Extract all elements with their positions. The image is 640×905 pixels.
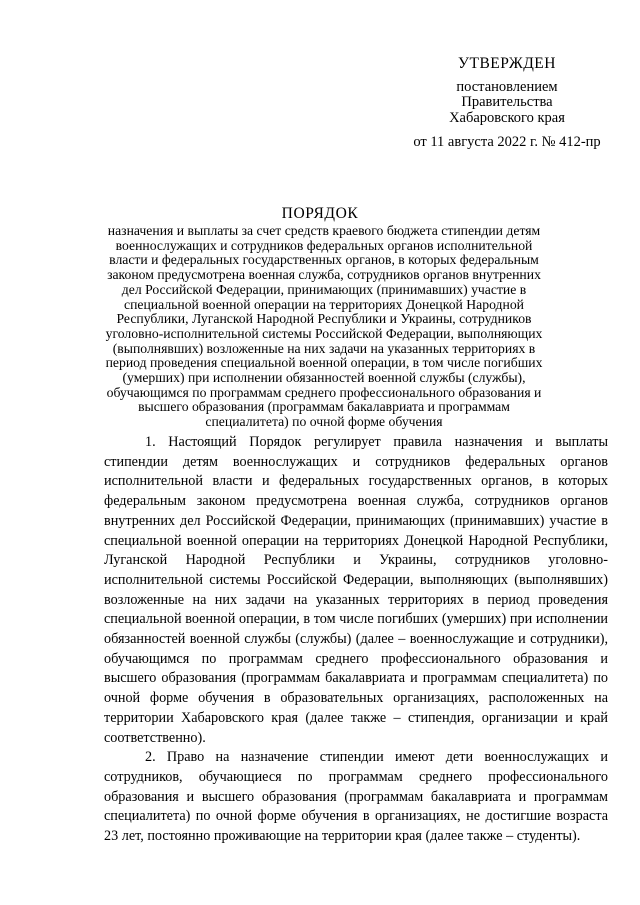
approval-stamp — [392, 56, 622, 151]
document-body — [104, 433, 608, 847]
paragraph-1: 1. Настоящий Порядок регулирует правила назначения и выплаты стипендии детям военнослужащих и сотрудников федеральных органов исполнительной власти и федеральных государственных органов, в которых федеральным законом предусмотрена военная служба, сотрудников органов внутренних дел Российской Федерации, принимающих (принимавших) участие в специальной военной операции на территориях Донецкой Народной Республики, Луганской Народной Республики и Украины, сотрудников уголовно-исполнительной системы Российской Федерации, выполняющих (выполнявших) возложенные на них задачи на указанных территориях в период проведения специальной военной операции, в том числе погибших (умерших) при исполнении обязанностей военной службы (службы) (далее – военнослужащие и сотрудники), обучающимся по программам среднего профессионального образования и высшего образования (программам бакалавриата и программам специалитета) по очной форме обучения в образовательных организациях, расположенных на территории Хабаровского края (далее также – стипендия, организации и край соответственно). — [104, 434, 608, 746]
approval-line-2: Правительства — [461, 94, 553, 110]
paragraph-2: 2. Право на назначение стипендии имеют дети военнослужащих и сотрудников, обучающиеся по программам среднего профессионального образования и высшего образования (программам бакалавриата и программам специалитета) по очной форме обучения в организациях, не достигшие возраста 23 лет, постоянно проживающие на территории края (далее также – студенты). — [104, 749, 608, 845]
document-subtitle: назначения и выплаты за счет средств краевого бюджета стипендии детям военнослужащих и сотрудников федеральных органов исполнительной власти и федеральных государственных органов, в которых федеральным законом предусмотрена военная служба, сотрудников органов внутренних дел Российской Федерации, принимающих (принимавших) участие в специальной военной операции на территориях Донецкой Народной Республики, Луганской Народной Республики и Украины, сотрудников уголовно-исполнительной системы Российской Федерации, выполняющих (выполнявших) возложенные на них задачи на указанных территориях в период проведения специальной военной операции, в том числе погибших (умерших) при исполнении обязанностей военной службы (службы), обучающимся по программам среднего профессионального образования и высшего образования (программам бакалавриата и программам специалитета) по очной форме обучения — [105, 223, 543, 430]
approval-line-3: Хабаровского края — [449, 109, 565, 126]
document-title: ПОРЯДОК — [281, 205, 359, 222]
approval-line-1: постановлением — [456, 78, 558, 95]
approved-label: УТВЕРЖДЕН — [458, 55, 556, 72]
approval-date-number: от 11 августа 2022 г. № 412-пр — [413, 134, 601, 150]
